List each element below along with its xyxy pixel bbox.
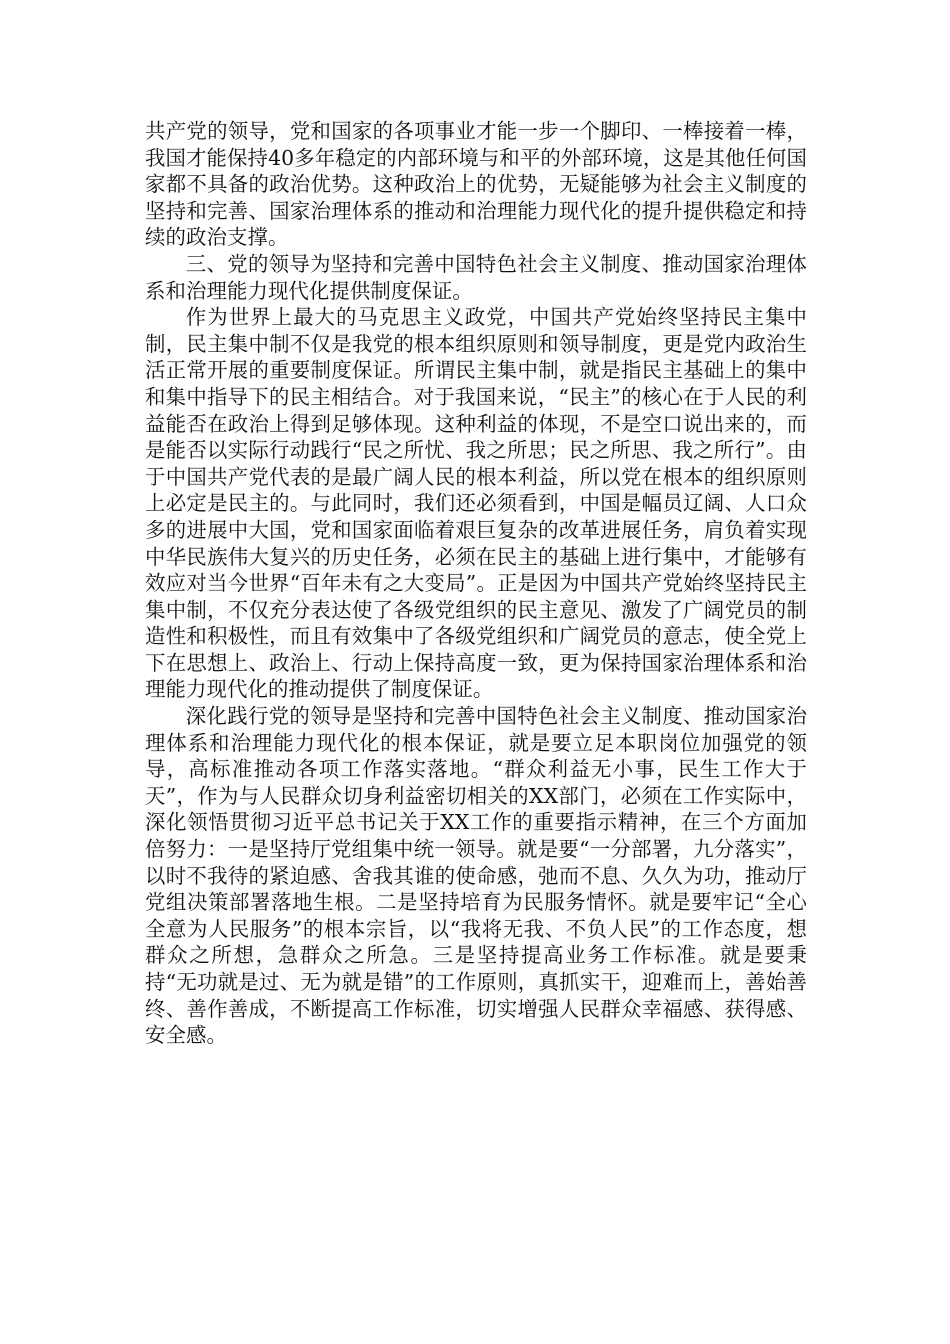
paragraph-practice-leadership: 深化践行党的领导是坚持和完善中国特色社会主义制度、推动国家治理体系和治理能力现代化的根本保证，就是要立足本职岗位加强党的领导，高标准推动各项工作落实落地。“群众利益无小事，民生工作大于天”，作为与人民群众切身利益密切相关的XX部门，必须在工作实际中，深化领悟贯彻习近平总书记关于XX工作的重要指示精神，在三个方面加倍努力：一是坚持厅党组集中统一领导。就是要“一分部署，九分落实”，以时不我待的紧迫感、舍我其谁的使命感，弛而不息、久久为功，推动厅党组决策部署落地生根。二是坚持培育为民服务情怀。就是要牢记“全心全意为人民服务”的根本宗旨，以“我将无我、不负人民”的工作态度，想群众之所想，急群众之所急。三是坚持提高业务工作标准。就是要秉持“无功就是过、无为就是错”的工作原则，真抓实干，迎难而上，善始善终、善作善成，不断提高工作标准，切实增强人民群众幸福感、获得感、安全感。 [145,704,807,1048]
paragraph-continuation: 共产党的领导，党和国家的各项事业才能一步一个脚印、一棒接着一棒，我国才能保持40多年稳定的内部环境与和平的外部环境，这是其他任何国家都不具备的政治优势。这种政治上的优势，无疑能够为社会主义制度的坚持和完善、国家治理体系的推动和治理能力现代化的提升提供稳定和持续的政治支撑。 [145,119,807,250]
document-page [145,118,807,1049]
section-heading-three: 三、党的领导为坚持和完善中国特色社会主义制度、推动国家治理体系和治理能力现代化提供制度保证。 [145,251,807,303]
paragraph-democratic-centralism: 作为世界上最大的马克思主义政党，中国共产党始终坚持民主集中制，民主集中制不仅是我党的根本组织原则和领导制度，更是党内政治生活正常开展的重要制度保证。所谓民主集中制，就是指民主基础上的集中和集中指导下的民主相结合。对于我国来说，“民主”的核心在于人民的利益能否在政治上得到足够体现。这种利益的体现，不是空口说出来的，而是能否以实际行动践行“民之所忧、我之所思；民之所思、我之所行”。由于中国共产党代表的是最广阔人民的根本利益，所以党在根本的组织原则上必定是民主的。与此同时，我们还必须看到，中国是幅员辽阔、人口众多的进展中大国，党和国家面临着艰巨复杂的改革进展任务，肩负着实现中华民族伟大复兴的历史任务，必须在民主的基础上进行集中，才能够有效应对当今世界“百年未有之大变局”。正是因为中国共产党始终坚持民主集中制，不仅充分表达使了各级党组织的民主意见、激发了广阔党员的制造性和积极性，而且有效集中了各级党组织和广阔党员的意志，使全党上下在思想上、政治上、行动上保持高度一致，更为保持国家治理体系和治理能力现代化的推动提供了制度保证。 [145,305,807,702]
